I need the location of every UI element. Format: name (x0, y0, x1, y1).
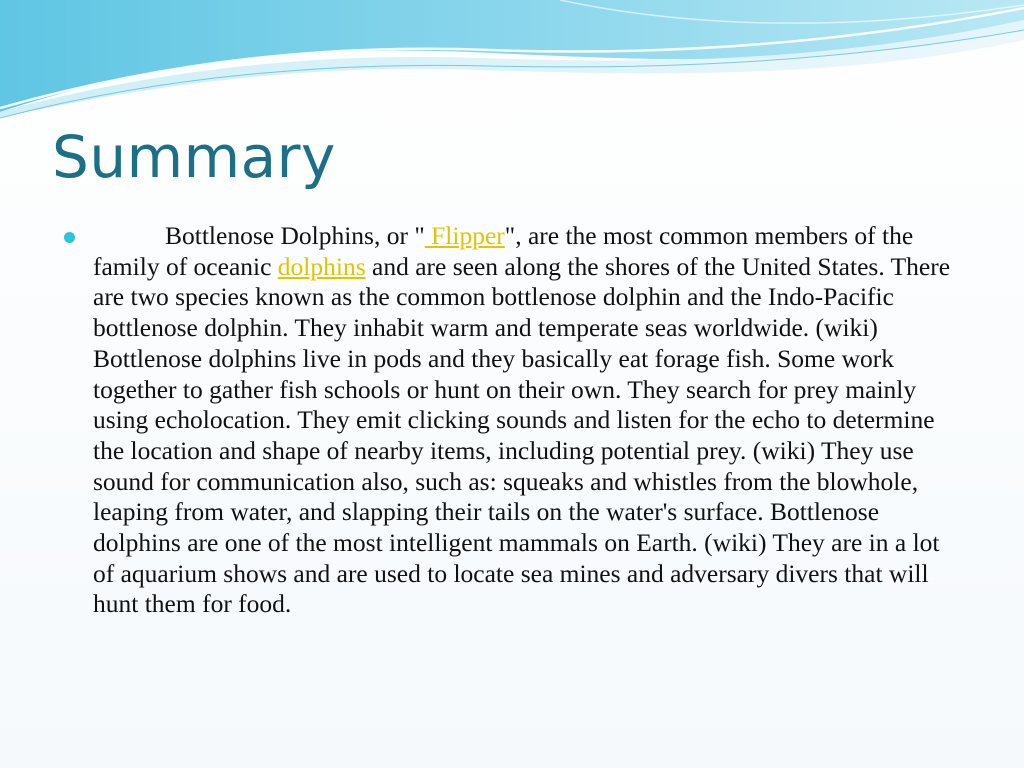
paragraph-text-middle: ", are the most common members of the family of oceanic (93, 221, 914, 281)
slide-title: Summary (52, 123, 336, 191)
flipper-link[interactable]: Flipper (424, 221, 505, 250)
slide-body (60, 221, 960, 620)
dolphins-link[interactable]: dolphins (277, 251, 366, 281)
bullet-paragraph (60, 221, 960, 620)
wave-header-decoration (0, 0, 1024, 130)
bullet-dot-icon (64, 232, 75, 243)
paragraph-text-start: Bottlenose Dolphins, or " (165, 221, 425, 250)
paragraph-text-end: and are seen along the shores of the United States. There are two species known as the common bottlenose dolphin and the Indo-Pacific bottlenose dolphin. They inhabit warm and temperate seas worldwide. (wiki) Bottlenose dolphins live in pods and they basically eat forage fish. Some work together to gather fish schools or hunt on their own. They search for prey mainly using echolocation. They emit clicking sounds and listen for the echo to determine the location and shape of nearby items, including potential prey. (wiki) They use sound for communication also, such as: squeaks and whistles from the blowhole, leaping from water, and slapping their tails on the water's surface. Bottlenose dolphins are one of the most intelligent mammals on Earth. (wiki) They are in a lot of aquarium shows and are used to locate sea mines and adversary divers that will hunt them for food. (93, 251, 951, 619)
